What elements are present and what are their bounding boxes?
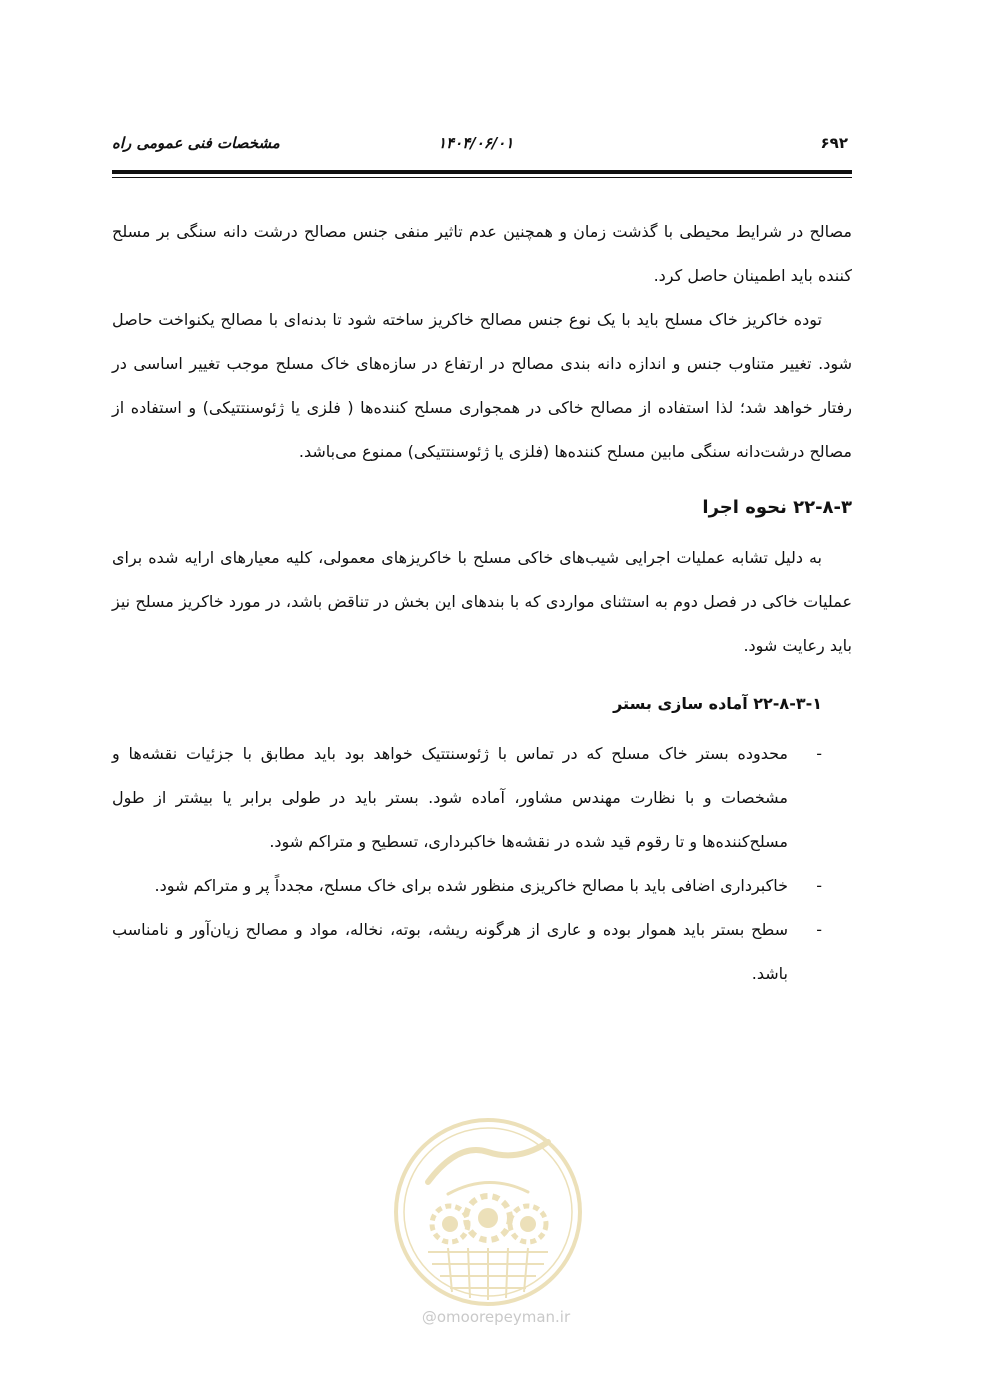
bullet-list xyxy=(112,732,852,996)
watermark-logo xyxy=(388,1112,588,1312)
document-title: مشخصات فنی عمومی راه xyxy=(112,134,280,152)
list-item-text: محدوده بستر خاک مسلح که در تماس با ژئوسنتتیک خواهد بود باید مطابق با جزئیات نقشه‌ها و مشخصات و با نظارت مهندس مشاور، آماده شود. بستر باید در طولی برابر یا بیشتر از طول مسلح‌کننده‌ها و تا رقوم قید شده در نقشه‌ها خاکبرداری، تسطیح و متراکم شود. xyxy=(112,744,788,851)
section-heading: ۲۲-۸-۳ نحوه اجرا xyxy=(702,497,852,518)
page-number: ۶۹۲ xyxy=(820,134,848,152)
document-date: ۱۴۰۴/۰۶/۰۱ xyxy=(438,134,514,152)
header-rule-thin xyxy=(112,177,852,178)
list-item-text: سطح بستر باید هموار بوده و عاری از هرگونه ریشه، بوته، نخاله، مواد و مصالح زیان‌آور و نامناسب باشد. xyxy=(112,920,788,983)
bullet-dash: - xyxy=(816,876,822,895)
list-item xyxy=(112,732,852,864)
page-header xyxy=(112,128,852,158)
watermark-url: @omoorepeyman.ir xyxy=(421,1308,571,1326)
subsection-heading: ۲۲-۸-۳-۱ آماده سازی بستر xyxy=(613,694,822,713)
paragraph-backfill: توده خاکریز خاک مسلح باید با یک نوع جنس مصالح خاکریز ساخته شود تا بدنه‌ای با مصالح یکنواخت حاصل شود. تغییر متناوب جنس و اندازه دانه بندی مصالح در ارتفاع در سازه‌های خاک مسلح موجب تغییر اساسی در رفتار خواهد شد؛ لذا استفاده از مصالح خاکی در همجواری مسلح کننده‌ها ( فلزی یا ژئوسنتتیکی) و استفاده از مصالح درشت‌دانه سنگی مابین مسلح کننده‌ها (فلزی یا ژئوسنتتیکی) ممنوع می‌باشد. xyxy=(112,310,852,461)
page-body xyxy=(112,210,852,996)
bullet-dash: - xyxy=(816,920,822,939)
paragraph-continuation: مصالح در شرایط محیطی با گذشت زمان و همچنین عدم تاثیر منفی جنس مصالح درشت دانه سنگی بر مسلح کننده باید اطمینان حاصل کرد. xyxy=(112,222,852,285)
list-item-text: خاکبرداری اضافی باید با مصالح خاکریزی منظور شده برای خاک مسلح، مجدداً پر و متراکم شود. xyxy=(154,876,788,895)
header-rule-thick xyxy=(112,170,852,174)
bullet-dash: - xyxy=(816,744,822,763)
section-paragraph: به دلیل تشابه عملیات اجرایی شیب‌های خاکی مسلح با خاکریزهای معمولی، کلیه معیارهای ارایه شده برای عملیات خاکی در فصل دوم به استثنای مواردی که با بندهای این بخش در تناقض باشد، در مورد خاکریز مسلح نیز باید رعایت شود. xyxy=(112,548,852,655)
list-item xyxy=(112,864,852,908)
list-item xyxy=(112,908,852,996)
